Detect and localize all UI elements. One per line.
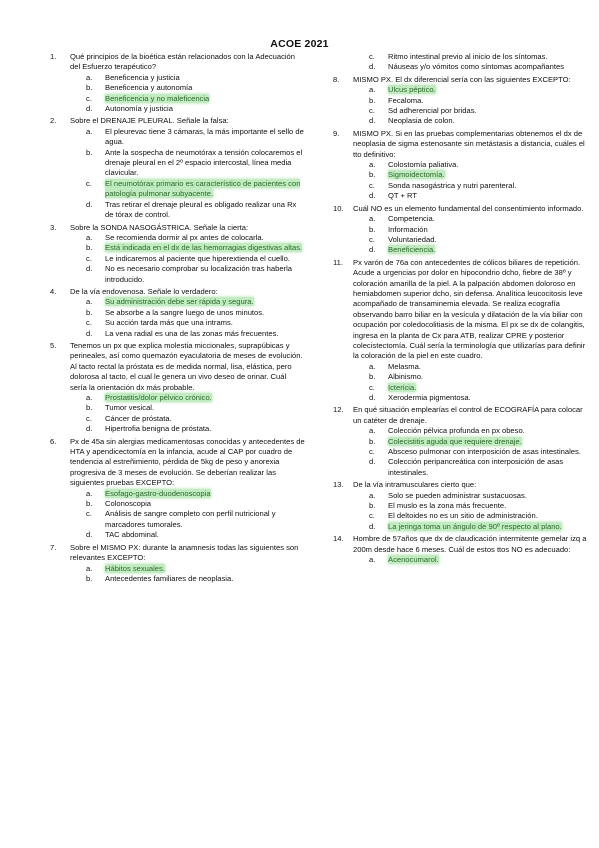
answer-option <box>86 424 305 434</box>
option-letter: c. <box>369 180 375 190</box>
question-number: 4. <box>50 286 57 296</box>
question-number: 8. <box>333 74 340 84</box>
option-letter: a. <box>369 160 376 170</box>
option-text: Náuseas y/o vómitos como síntomas acompañantes <box>388 62 565 72</box>
option-text: Fecaloma. <box>388 95 424 105</box>
answer-option <box>369 85 588 95</box>
left-column <box>50 52 305 586</box>
answer-option <box>86 200 305 221</box>
answer-option <box>86 83 305 93</box>
answer-option <box>86 127 305 148</box>
option-text: Sd adherencial por bridas. <box>388 106 477 116</box>
question-number: 11. <box>333 257 343 267</box>
option-letter: c. <box>369 234 375 244</box>
question-text: Px varón de 76a con antecedentes de cólicos biliares de repetición. Acude a urgencias por dolor en hipocondrio dcho, fiebre de 38º y coloración amarilla de la piel. A la palpación abdomen doloroso en hemiabdomen superior dcho, sin defensa. Analítica leucocitosis leve acompañado de transaminemia elevada. Se realiza ecografía observando barro biliar en la vesícula y dilatación de la vía biliar con ocupación por coledocolitiasis de la misma. El px se dx de colangitis, ingresa en la planta de Cx para ATB, realizar CPRE y posterior colecistectomía. Cuál sería la terminología que utilizarías para definir la coloración de la piel en este cuadro. <box>353 257 586 361</box>
answer-option <box>369 501 588 511</box>
answer-option <box>369 383 588 393</box>
answer-option <box>86 254 305 264</box>
answer-option <box>86 509 305 530</box>
option-text: Neoplasia de colon. <box>388 116 455 126</box>
question <box>50 116 305 220</box>
option-text: El deltoides no es un sitio de administración. <box>388 511 538 521</box>
question-number: 3. <box>50 222 57 232</box>
question <box>333 129 588 202</box>
option-letter: a. <box>369 214 376 224</box>
answer-option <box>369 160 588 170</box>
answer-option <box>369 96 588 106</box>
question <box>50 341 305 435</box>
answer-option <box>86 403 305 413</box>
answer-option <box>86 329 305 339</box>
answer-option <box>86 297 305 307</box>
option-text: La vena radial es una de las zonas más frecuentes. <box>105 328 279 338</box>
option-text: Competencia. <box>388 214 435 224</box>
question-number: 1. <box>50 52 57 61</box>
option-letter: a. <box>369 361 376 371</box>
question-text: MISMO PX. El dx diferencial sería con las siguientes EXCEPTO: <box>353 74 571 84</box>
option-text: Se absorbe a la sangre luego de unos minutos. <box>105 307 265 317</box>
highlighted-answer: Acenocumarol. <box>388 555 439 565</box>
question-number: 14. <box>333 534 344 544</box>
option-text: Antecedentes familiares de neoplasia. <box>105 573 234 583</box>
answer-option <box>86 564 305 574</box>
option-letter: d. <box>86 328 93 338</box>
answer-option <box>369 457 588 478</box>
question-text: Hombre de 57años que dx de claudicación intermitente gemelar izq a 200m desde hace 6 meses. Cuál de estos ttos NO es adecuado: <box>353 534 587 554</box>
answer-option <box>86 264 305 285</box>
answer-option <box>369 225 588 235</box>
question-text: Sobre el MISMO PX: durante la anamnesis todas las siguientes son relevantes EXCEPTO: <box>70 542 299 563</box>
option-text: Voluntariedad. <box>388 234 437 244</box>
option-text: Melasma. <box>388 361 421 371</box>
answer-option <box>86 94 305 104</box>
option-text: Le indicaremos al paciente que hiperextienda el cuello. <box>105 253 290 263</box>
answer-option <box>86 393 305 403</box>
option-letter: c. <box>86 93 92 103</box>
question-number: 12. <box>333 405 344 415</box>
option-letter: d. <box>369 457 376 467</box>
option-text: Hipertrofia benigna de próstata. <box>105 424 212 434</box>
option-letter: b. <box>86 307 93 317</box>
option-letter: a. <box>369 490 376 500</box>
option-letter: b. <box>86 243 93 253</box>
answer-option <box>369 437 588 447</box>
option-text: Colostomía paliativa. <box>388 160 459 170</box>
question-number: 2. <box>50 116 57 126</box>
option-letter: c. <box>86 413 92 423</box>
option-text: Albinismo. <box>388 372 424 382</box>
answer-option <box>86 414 305 424</box>
question-text: Sobre el DRENAJE PLEURAL. Señale la falsa: <box>70 116 229 126</box>
question <box>333 75 588 127</box>
option-letter: d. <box>86 424 93 434</box>
highlighted-answer: Su administración debe ser rápida y segura. <box>105 297 254 307</box>
option-letter: c. <box>86 509 92 519</box>
option-text: El muslo es la zona más frecuente. <box>388 501 507 511</box>
question <box>333 480 588 532</box>
question-text: De la vía intramusculares cierto que: <box>353 480 477 490</box>
answer-option <box>369 362 588 372</box>
question <box>50 543 305 585</box>
option-text: Información <box>388 224 428 234</box>
option-text: Beneficencia y autonomía <box>105 83 193 93</box>
option-text: Se recomienda dormir al px antes de colocarla. <box>105 232 264 242</box>
option-letter: b. <box>369 224 376 234</box>
option-letter: a. <box>86 563 93 573</box>
answer-option <box>86 179 305 200</box>
option-text: El pleurevac tiene 3 cámaras, la más importante el sello de agua. <box>105 126 304 147</box>
option-letter: d. <box>86 264 93 274</box>
option-text: Autonomía y justicia <box>105 104 173 114</box>
option-letter: d. <box>86 530 93 540</box>
option-text: No es necesario comprobar su localización tras haberla introducido. <box>105 264 292 284</box>
option-letter: b. <box>369 170 376 180</box>
option-text: Ritmo intestinal previo al inicio de los síntomas. <box>388 52 548 61</box>
answer-option <box>369 245 588 255</box>
answer-option <box>86 148 305 179</box>
option-text: Colección peripancreática con interposición de asas intestinales. <box>388 457 564 477</box>
highlighted-answer: Está indicada en el dx de las hemorragias digestivas altas. <box>105 243 303 253</box>
question <box>50 287 305 339</box>
option-letter: b. <box>369 95 376 105</box>
option-text: QT + RT <box>388 191 418 201</box>
answer-option <box>369 511 588 521</box>
answer-option <box>86 233 305 243</box>
answer-option <box>86 530 305 540</box>
option-letter: d. <box>369 191 376 201</box>
answer-option <box>86 308 305 318</box>
question-number: 7. <box>50 542 57 552</box>
question <box>50 223 305 285</box>
option-letter: a. <box>86 488 93 498</box>
option-letter: d. <box>369 116 376 126</box>
option-letter: b. <box>86 147 93 157</box>
answer-option <box>369 491 588 501</box>
option-text: Beneficencia y justicia <box>105 72 180 82</box>
answer-option <box>369 426 588 436</box>
option-text: Tras retirar el drenaje pleural es obligado realizar una Rx de tórax de control. <box>105 199 297 220</box>
option-text: Absceso pulmonar con interposición de asas intestinales. <box>388 447 581 457</box>
option-letter: d. <box>86 104 93 114</box>
question-text: Cuál NO es un elemento fundamental del consentimiento informado. <box>353 203 584 213</box>
question-text: MISMO PX. Si en las pruebas complementarias obtenemos el dx de neoplasia de sigma estenosante sin metástasis a distancia, cuáles el tto definitivo: <box>353 128 585 159</box>
option-letter: b. <box>86 83 93 93</box>
question-text: Px de 45a sin alergias medicamentosas conocidas y antecedentes de HTA y apendicectomía en la infancia, acude al CAP por cuadro de tendencia al estreñimiento, pérdida de 5kg de peso y anorexia progresiva de 3 meses de evolución. Se deberían realizar las siguientes pruebas EXCEPTO: <box>70 436 305 488</box>
answer-option <box>369 106 588 116</box>
option-text: Colonoscopia <box>105 499 152 509</box>
option-letter: c. <box>369 511 375 521</box>
highlighted-answer: Colecistitis aguda que requiere drenaje. <box>388 436 522 446</box>
question-text: En qué situación emplearías el control de ECOGRAFÍA para colocar un catéter de drenaje. <box>353 405 583 425</box>
answer-option <box>86 104 305 114</box>
question-number: 10. <box>333 203 344 213</box>
question-text: Qué principios de la bioética están relacionados con la Adecuación del Esfuerzo terapéutico? <box>70 52 296 72</box>
option-letter: a. <box>86 72 93 82</box>
question-continuation <box>333 52 588 73</box>
option-text: Cáncer de próstata. <box>105 413 172 423</box>
highlighted-answer: Prostatitis/dolor pélvico crónico. <box>105 393 212 402</box>
question <box>50 437 305 541</box>
option-text: Sonda nasogástrica y nutri parenteral. <box>388 180 517 190</box>
answer-option <box>86 243 305 253</box>
option-text: Su acción tarda más que una intrams. <box>105 318 233 328</box>
answer-option <box>86 489 305 499</box>
answer-option <box>369 235 588 245</box>
option-letter: d. <box>369 245 376 255</box>
right-column <box>333 52 588 568</box>
option-letter: b. <box>86 403 93 413</box>
answer-option <box>369 170 588 180</box>
answer-option <box>369 181 588 191</box>
option-text: Xerodermia pigmentosa. <box>388 393 471 402</box>
question <box>333 204 588 256</box>
option-letter: c. <box>369 52 375 61</box>
question <box>333 405 588 478</box>
highlighted-answer: Ictericia. <box>388 382 417 392</box>
question-text: Sobre la SONDA NASOGÁSTRICA. Señale la cierta: <box>70 222 249 232</box>
answer-option <box>86 499 305 509</box>
option-text: Análisis de sangre completo con perfil nutricional y marcadores tumorales. <box>105 509 276 529</box>
answer-option <box>369 555 588 565</box>
option-letter: a. <box>86 393 93 402</box>
option-letter: b. <box>86 499 93 509</box>
option-text: Ante la sospecha de neumotórax a tensión colocaremos el drenaje pleural en el 2º espacio intercostal, línea media clavicular. <box>105 147 303 178</box>
option-letter: c. <box>369 382 375 392</box>
question <box>50 52 305 114</box>
answer-option <box>369 214 588 224</box>
option-text: Solo se pueden administrar sustacuosas. <box>388 490 527 500</box>
answer-option <box>369 372 588 382</box>
option-letter: a. <box>86 297 93 307</box>
option-letter: a. <box>86 126 93 136</box>
highlighted-answer: Esofago-gastro-duodenoscopia <box>105 488 211 498</box>
highlighted-answer: Beneficencia y no maleficencia <box>105 93 210 103</box>
option-letter: d. <box>369 393 376 402</box>
option-letter: d. <box>86 199 93 209</box>
question-number: 5. <box>50 340 57 350</box>
answer-option <box>86 73 305 83</box>
option-letter: c. <box>369 447 375 457</box>
option-text: Colección pélvica profunda en px obeso. <box>388 426 525 436</box>
highlighted-answer: Sigmoidectomía. <box>388 170 445 180</box>
option-letter: d. <box>369 62 376 72</box>
option-letter: b. <box>86 573 93 583</box>
answer-option <box>369 116 588 126</box>
question <box>333 534 588 565</box>
option-letter: b. <box>369 501 376 511</box>
highlighted-answer: El neumotórax primario es característico de pacientes con patología pulmonar subyacente. <box>105 178 301 199</box>
option-letter: a. <box>369 85 376 95</box>
question-text: Tenemos un px que explica molestia miccionales, suprapúbicas y perineales, así como quemazón eyaculatoria de meses de evolución. Al tacto rectal la próstata es de medida normal, lisa, elástica, pero dolorosa al tacto, el cual le genera un vivo deseo de orinar. Cuál sería la orientación dx más probable. <box>70 340 303 392</box>
option-letter: d. <box>369 521 376 531</box>
answer-option <box>369 447 588 457</box>
answer-option <box>86 574 305 584</box>
question <box>333 258 588 404</box>
highlighted-answer: La jeringa toma un ángulo de 90º respecto al plano. <box>388 521 562 531</box>
option-letter: b. <box>369 372 376 382</box>
answer-option <box>369 393 588 403</box>
question-text: De la vía endovenosa. Señale lo verdadero: <box>70 286 218 296</box>
answer-option <box>369 52 588 62</box>
question-number: 6. <box>50 436 57 446</box>
page-title: ACOE 2021 <box>270 38 329 50</box>
option-letter: c. <box>369 106 375 116</box>
answer-option <box>369 191 588 201</box>
option-letter: c. <box>86 318 92 328</box>
option-letter: b. <box>369 436 376 446</box>
option-letter: a. <box>369 555 376 565</box>
option-letter: c. <box>86 178 92 188</box>
answer-option <box>369 522 588 532</box>
option-letter: c. <box>86 253 92 263</box>
question-number: 9. <box>333 128 340 138</box>
option-text: TAC abdominal. <box>105 530 159 540</box>
highlighted-answer: Ulcus péptico. <box>388 85 436 95</box>
highlighted-answer: Beneficiencia. <box>388 245 436 255</box>
option-letter: a. <box>86 232 93 242</box>
answer-option <box>369 62 588 72</box>
option-letter: a. <box>369 426 376 436</box>
option-text: Tumor vesical. <box>105 403 155 413</box>
highlighted-answer: Hábitos sexuales. <box>105 563 165 573</box>
answer-option <box>86 318 305 328</box>
question-number: 13. <box>333 480 344 490</box>
